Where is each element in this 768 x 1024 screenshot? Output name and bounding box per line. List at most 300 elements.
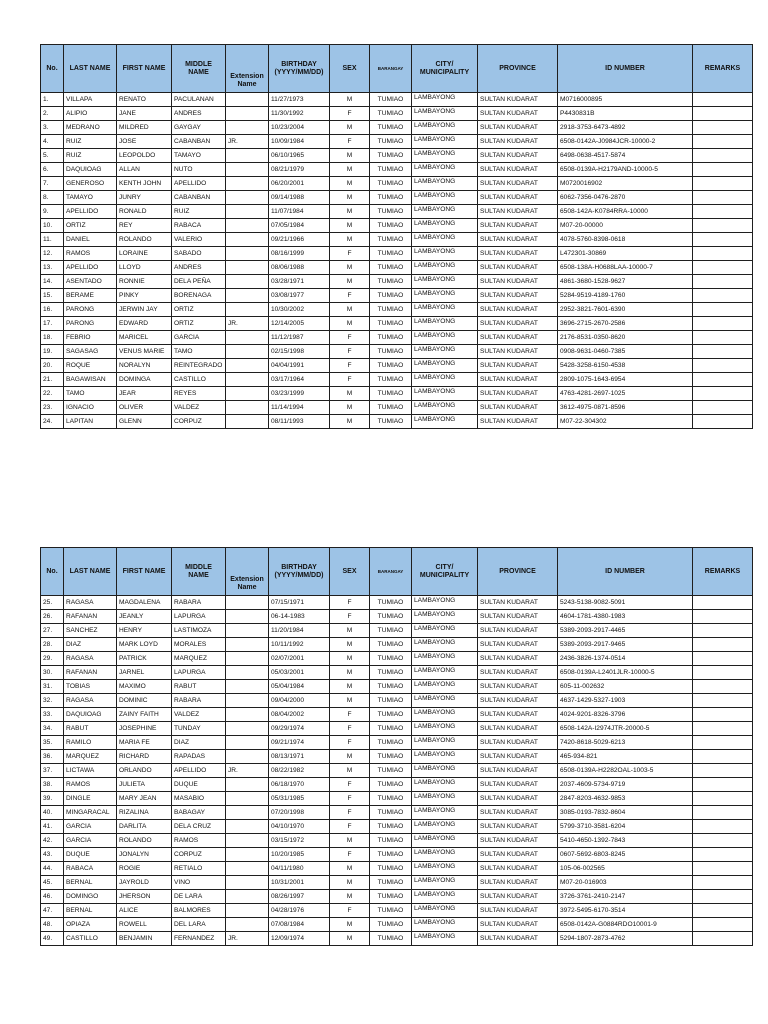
cell-no: 38. [41, 778, 64, 792]
cell-remarks [693, 107, 753, 121]
cell-extension-name [226, 163, 269, 177]
cell-city: LAMBAYONG [412, 233, 478, 247]
cell-extension-name [226, 121, 269, 135]
cell-province: SULTAN KUDARAT [478, 722, 558, 736]
cell-id-number: M0720016902 [558, 177, 693, 191]
cell-first-name: DARLITA [117, 820, 172, 834]
table-row [41, 317, 753, 331]
cell-remarks [693, 261, 753, 275]
cell-last-name: FEBRIO [64, 331, 117, 345]
cell-sex: M [330, 303, 370, 317]
cell-province: SULTAN KUDARAT [478, 876, 558, 890]
cell-city: LAMBAYONG [412, 764, 478, 778]
cell-city: LAMBAYONG [412, 904, 478, 918]
cell-id-number: 3085-0193-7832-8604 [558, 806, 693, 820]
cell-province: SULTAN KUDARAT [478, 694, 558, 708]
cell-id-number: 3696-2715-2670-2586 [558, 317, 693, 331]
cell-id-number: 4604-1781-4380-1983 [558, 610, 693, 624]
cell-sex: F [330, 708, 370, 722]
cell-remarks [693, 93, 753, 107]
cell-city: LAMBAYONG [412, 792, 478, 806]
cell-middle-name: REINTEGRADO [172, 359, 226, 373]
cell-city: LAMBAYONG [412, 932, 478, 946]
cell-province: SULTAN KUDARAT [478, 93, 558, 107]
cell-province: SULTAN KUDARAT [478, 890, 558, 904]
header-no: No. [41, 45, 64, 93]
cell-extension-name [226, 680, 269, 694]
cell-first-name: JANE [117, 107, 172, 121]
cell-last-name: DINGLE [64, 792, 117, 806]
cell-last-name: RAFANAN [64, 666, 117, 680]
cell-first-name: MILDRED [117, 121, 172, 135]
cell-extension-name [226, 862, 269, 876]
cell-birthday: 11/30/1992 [269, 107, 330, 121]
cell-last-name: RUIZ [64, 149, 117, 163]
cell-sex: M [330, 317, 370, 331]
cell-sex: F [330, 345, 370, 359]
header-first-name: FIRST NAME [117, 548, 172, 596]
cell-province: SULTAN KUDARAT [478, 932, 558, 946]
cell-middle-name: PACULANAN [172, 93, 226, 107]
cell-middle-name: REYES [172, 387, 226, 401]
cell-birthday: 08/13/1971 [269, 750, 330, 764]
cell-extension-name [226, 624, 269, 638]
cell-no: 11. [41, 233, 64, 247]
cell-sex: M [330, 652, 370, 666]
table-body [41, 596, 753, 946]
cell-no: 37. [41, 764, 64, 778]
cell-extension-name [226, 778, 269, 792]
cell-last-name: BERNAL [64, 904, 117, 918]
cell-sex: F [330, 107, 370, 121]
cell-no: 20. [41, 359, 64, 373]
cell-city: LAMBAYONG [412, 876, 478, 890]
cell-id-number: 6508-138A-H0688LAA-10000-7 [558, 261, 693, 275]
cell-extension-name [226, 303, 269, 317]
cell-remarks [693, 834, 753, 848]
cell-last-name: OPIAZA [64, 918, 117, 932]
cell-extension-name [226, 219, 269, 233]
cell-middle-name: DE LARA [172, 890, 226, 904]
cell-first-name: LLOYD [117, 261, 172, 275]
cell-last-name: IGNACIO [64, 401, 117, 415]
cell-extension-name [226, 722, 269, 736]
cell-birthday: 09/29/1974 [269, 722, 330, 736]
cell-no: 48. [41, 918, 64, 932]
cell-first-name: MARIA FE [117, 736, 172, 750]
cell-remarks [693, 736, 753, 750]
cell-province: SULTAN KUDARAT [478, 904, 558, 918]
cell-birthday: 08/21/1979 [269, 163, 330, 177]
header-last-name: LAST NAME [64, 548, 117, 596]
cell-remarks [693, 359, 753, 373]
cell-no: 7. [41, 177, 64, 191]
header-sex: SEX [330, 548, 370, 596]
cell-no: 28. [41, 638, 64, 652]
header-row [41, 45, 753, 93]
cell-extension-name [226, 610, 269, 624]
cell-no: 29. [41, 652, 64, 666]
cell-last-name: RAGASA [64, 694, 117, 708]
cell-no: 43. [41, 848, 64, 862]
cell-province: SULTAN KUDARAT [478, 764, 558, 778]
cell-birthday: 11/14/1994 [269, 401, 330, 415]
cell-first-name: ORLANDO [117, 764, 172, 778]
cell-sex: F [330, 904, 370, 918]
cell-id-number: 6508-142A-K0784RRA-10000 [558, 205, 693, 219]
cell-city: LAMBAYONG [412, 247, 478, 261]
table-row [41, 247, 753, 261]
cell-id-number: 2176-8531-0350-8620 [558, 331, 693, 345]
table-row [41, 233, 753, 247]
cell-barangay: TUMIAO [370, 722, 412, 736]
cell-last-name: PARONG [64, 317, 117, 331]
cell-extension-name [226, 638, 269, 652]
cell-no: 15. [41, 289, 64, 303]
cell-remarks [693, 373, 753, 387]
cell-barangay: TUMIAO [370, 876, 412, 890]
header-sex: SEX [330, 45, 370, 93]
cell-id-number: 4763-4281-2697-1025 [558, 387, 693, 401]
cell-sex: M [330, 149, 370, 163]
cell-sex: M [330, 764, 370, 778]
cell-city: LAMBAYONG [412, 890, 478, 904]
cell-remarks [693, 904, 753, 918]
table-row [41, 121, 753, 135]
cell-remarks [693, 778, 753, 792]
cell-sex: F [330, 820, 370, 834]
cell-province: SULTAN KUDARAT [478, 680, 558, 694]
cell-birthday: 11/12/1987 [269, 331, 330, 345]
cell-middle-name: FERNANDEZ [172, 932, 226, 946]
table-row [41, 191, 753, 205]
cell-barangay: TUMIAO [370, 373, 412, 387]
cell-birthday: 08/04/2002 [269, 708, 330, 722]
cell-city: LAMBAYONG [412, 722, 478, 736]
cell-remarks [693, 177, 753, 191]
table-row [41, 876, 753, 890]
cell-remarks [693, 918, 753, 932]
cell-remarks [693, 233, 753, 247]
table-row [41, 373, 753, 387]
cell-sex: F [330, 778, 370, 792]
cell-city: LAMBAYONG [412, 415, 478, 429]
cell-remarks [693, 806, 753, 820]
header-birthday: BIRTHDAY (YYYY/MM/DD) [269, 45, 330, 93]
cell-id-number: 5284-9519-4189-1760 [558, 289, 693, 303]
header-row [41, 548, 753, 596]
cell-sex: M [330, 191, 370, 205]
cell-barangay: TUMIAO [370, 331, 412, 345]
cell-id-number: 0908-9631-0460-7385 [558, 345, 693, 359]
table-row [41, 792, 753, 806]
cell-barangay: TUMIAO [370, 317, 412, 331]
header-id-number: ID NUMBER [558, 548, 693, 596]
header-barangay: BARANGAY [370, 548, 412, 596]
cell-birthday: 05/03/2001 [269, 666, 330, 680]
cell-province: SULTAN KUDARAT [478, 149, 558, 163]
cell-first-name: EDWARD [117, 317, 172, 331]
cell-middle-name: CORPUZ [172, 848, 226, 862]
cell-middle-name: RAPADAS [172, 750, 226, 764]
cell-remarks [693, 750, 753, 764]
cell-barangay: TUMIAO [370, 638, 412, 652]
table-row [41, 778, 753, 792]
cell-no: 8. [41, 191, 64, 205]
table-row [41, 722, 753, 736]
cell-remarks [693, 652, 753, 666]
cell-last-name: RAMILO [64, 736, 117, 750]
cell-remarks [693, 303, 753, 317]
cell-last-name: DANIEL [64, 233, 117, 247]
cell-city: LAMBAYONG [412, 778, 478, 792]
header-barangay: BARANGAY [370, 45, 412, 93]
cell-id-number: 5389-2093-2917-4465 [558, 624, 693, 638]
cell-province: SULTAN KUDARAT [478, 121, 558, 135]
cell-city: LAMBAYONG [412, 331, 478, 345]
cell-no: 26. [41, 610, 64, 624]
cell-id-number: 2918-3753-6473-4892 [558, 121, 693, 135]
cell-id-number: 5428-3258-6150-4538 [558, 359, 693, 373]
cell-province: SULTAN KUDARAT [478, 848, 558, 862]
cell-barangay: TUMIAO [370, 191, 412, 205]
header-province: PROVINCE [478, 45, 558, 93]
cell-birthday: 06/18/1970 [269, 778, 330, 792]
cell-id-number: 105-06-002565 [558, 862, 693, 876]
cell-id-number: 6498-0638-4517-5874 [558, 149, 693, 163]
cell-first-name: RICHARD [117, 750, 172, 764]
cell-extension-name [226, 177, 269, 191]
cell-first-name: JEAR [117, 387, 172, 401]
cell-no: 32. [41, 694, 64, 708]
cell-remarks [693, 666, 753, 680]
cell-middle-name: CORPUZ [172, 415, 226, 429]
cell-no: 49. [41, 932, 64, 946]
cell-middle-name: RUIZ [172, 205, 226, 219]
cell-middle-name: ANDRES [172, 107, 226, 121]
cell-middle-name: VALDEZ [172, 401, 226, 415]
cell-city: LAMBAYONG [412, 624, 478, 638]
cell-birthday: 02/15/1998 [269, 345, 330, 359]
cell-birthday: 11/07/1984 [269, 205, 330, 219]
cell-extension-name [226, 401, 269, 415]
cell-id-number: 2436-3826-1374-0514 [558, 652, 693, 666]
cell-no: 35. [41, 736, 64, 750]
cell-first-name: MAGDALENA [117, 596, 172, 610]
cell-birthday: 07/08/1984 [269, 918, 330, 932]
cell-last-name: DIAZ [64, 638, 117, 652]
cell-last-name: CASTILLO [64, 932, 117, 946]
cell-extension-name [226, 890, 269, 904]
cell-city: LAMBAYONG [412, 359, 478, 373]
cell-first-name: JUNRY [117, 191, 172, 205]
cell-extension-name [226, 415, 269, 429]
cell-barangay: TUMIAO [370, 680, 412, 694]
cell-sex: F [330, 806, 370, 820]
cell-barangay: TUMIAO [370, 345, 412, 359]
cell-province: SULTAN KUDARAT [478, 918, 558, 932]
cell-remarks [693, 932, 753, 946]
cell-city: LAMBAYONG [412, 275, 478, 289]
header-city: CITY/ MUNICIPALITY [412, 548, 478, 596]
cell-extension-name [226, 792, 269, 806]
cell-province: SULTAN KUDARAT [478, 219, 558, 233]
cell-id-number: 2952-3821-7601-6390 [558, 303, 693, 317]
cell-province: SULTAN KUDARAT [478, 736, 558, 750]
cell-remarks [693, 680, 753, 694]
table-row [41, 135, 753, 149]
cell-no: 4. [41, 135, 64, 149]
cell-birthday: 08/11/1993 [269, 415, 330, 429]
cell-middle-name: MARQUEZ [172, 652, 226, 666]
cell-barangay: TUMIAO [370, 205, 412, 219]
cell-city: LAMBAYONG [412, 219, 478, 233]
header-extension-name: Extension Name [226, 548, 269, 596]
cell-birthday: 04/10/1970 [269, 820, 330, 834]
cell-middle-name: GARCIA [172, 331, 226, 345]
cell-last-name: DAQUIOAG [64, 163, 117, 177]
cell-city: LAMBAYONG [412, 387, 478, 401]
cell-middle-name: DELA PEÑA [172, 275, 226, 289]
cell-middle-name: TAMO [172, 345, 226, 359]
cell-first-name: MARICEL [117, 331, 172, 345]
cell-id-number: 5410-4650-1392-7843 [558, 834, 693, 848]
cell-sex: M [330, 834, 370, 848]
cell-sex: M [330, 862, 370, 876]
cell-barangay: TUMIAO [370, 834, 412, 848]
cell-birthday: 09/21/1966 [269, 233, 330, 247]
cell-first-name: JAYROLD [117, 876, 172, 890]
cell-id-number: 6508-0139A-L2401JLR-10000-5 [558, 666, 693, 680]
cell-no: 13. [41, 261, 64, 275]
table-row [41, 107, 753, 121]
cell-first-name: LEOPOLDO [117, 149, 172, 163]
cell-sex: M [330, 177, 370, 191]
cell-sex: F [330, 596, 370, 610]
cell-barangay: TUMIAO [370, 792, 412, 806]
table-row [41, 387, 753, 401]
cell-sex: M [330, 121, 370, 135]
cell-remarks [693, 163, 753, 177]
cell-extension-name [226, 750, 269, 764]
cell-remarks [693, 415, 753, 429]
cell-no: 16. [41, 303, 64, 317]
cell-id-number: 6508-0142A-G0884RDO10001-9 [558, 918, 693, 932]
cell-remarks [693, 275, 753, 289]
cell-province: SULTAN KUDARAT [478, 107, 558, 121]
cell-middle-name: CASTILLO [172, 373, 226, 387]
cell-middle-name: ORTIZ [172, 303, 226, 317]
cell-barangay: TUMIAO [370, 652, 412, 666]
cell-province: SULTAN KUDARAT [478, 345, 558, 359]
cell-birthday: 06/20/2001 [269, 177, 330, 191]
cell-birthday: 08/06/1988 [269, 261, 330, 275]
cell-city: LAMBAYONG [412, 93, 478, 107]
cell-sex: M [330, 624, 370, 638]
cell-birthday: 05/04/1984 [269, 680, 330, 694]
table-row [41, 834, 753, 848]
cell-middle-name: LAPURGA [172, 610, 226, 624]
table-row [41, 610, 753, 624]
cell-birthday: 08/16/1999 [269, 247, 330, 261]
cell-barangay: TUMIAO [370, 135, 412, 149]
cell-no: 41. [41, 820, 64, 834]
cell-middle-name: ORTIZ [172, 317, 226, 331]
cell-barangay: TUMIAO [370, 750, 412, 764]
cell-last-name: RAGASA [64, 596, 117, 610]
table-row [41, 680, 753, 694]
cell-barangay: TUMIAO [370, 303, 412, 317]
cell-id-number: 3972-5495-6170-3514 [558, 904, 693, 918]
cell-remarks [693, 345, 753, 359]
cell-remarks [693, 191, 753, 205]
cell-remarks [693, 862, 753, 876]
cell-remarks [693, 624, 753, 638]
cell-id-number: 2847-8203-4632-9853 [558, 792, 693, 806]
cell-first-name: LORAINE [117, 247, 172, 261]
cell-id-number: M07-22-304302 [558, 415, 693, 429]
cell-birthday: 04/28/1976 [269, 904, 330, 918]
cell-last-name: BERNAL [64, 876, 117, 890]
cell-birthday: 03/17/1964 [269, 373, 330, 387]
cell-last-name: MEDRANO [64, 121, 117, 135]
cell-remarks [693, 708, 753, 722]
header-id-number: ID NUMBER [558, 45, 693, 93]
cell-sex: M [330, 163, 370, 177]
header-last-name: LAST NAME [64, 45, 117, 93]
cell-last-name: MARQUEZ [64, 750, 117, 764]
cell-extension-name [226, 806, 269, 820]
cell-city: LAMBAYONG [412, 694, 478, 708]
cell-remarks [693, 890, 753, 904]
table-row [41, 764, 753, 778]
cell-city: LAMBAYONG [412, 261, 478, 275]
cell-sex: M [330, 666, 370, 680]
cell-city: LAMBAYONG [412, 191, 478, 205]
table-body [41, 93, 753, 429]
cell-city: LAMBAYONG [412, 610, 478, 624]
table-row [41, 359, 753, 373]
cell-id-number: 6508-142A-I2974JTR-20000-5 [558, 722, 693, 736]
header-no: No. [41, 548, 64, 596]
cell-id-number: 5243-5138-9082-5091 [558, 596, 693, 610]
cell-sex: M [330, 415, 370, 429]
cell-extension-name: JR. [226, 135, 269, 149]
cell-first-name: ALLAN [117, 163, 172, 177]
cell-middle-name: RABARA [172, 596, 226, 610]
cell-barangay: TUMIAO [370, 918, 412, 932]
cell-first-name: RENATO [117, 93, 172, 107]
cell-barangay: TUMIAO [370, 848, 412, 862]
header-middle-name: MIDDLE NAME [172, 45, 226, 93]
cell-remarks [693, 610, 753, 624]
cell-first-name: PINKY [117, 289, 172, 303]
cell-city: LAMBAYONG [412, 177, 478, 191]
table-row [41, 275, 753, 289]
table-row [41, 708, 753, 722]
cell-first-name: JOSEPHINE [117, 722, 172, 736]
cell-last-name: ASENTADO [64, 275, 117, 289]
cell-province: SULTAN KUDARAT [478, 806, 558, 820]
cell-city: LAMBAYONG [412, 289, 478, 303]
cell-middle-name: DIAZ [172, 736, 226, 750]
cell-last-name: GARCIA [64, 834, 117, 848]
cell-last-name: RAFANAN [64, 610, 117, 624]
cell-last-name: TAMAYO [64, 191, 117, 205]
cell-extension-name [226, 652, 269, 666]
cell-first-name: ZAINY FAITH [117, 708, 172, 722]
cell-barangay: TUMIAO [370, 862, 412, 876]
